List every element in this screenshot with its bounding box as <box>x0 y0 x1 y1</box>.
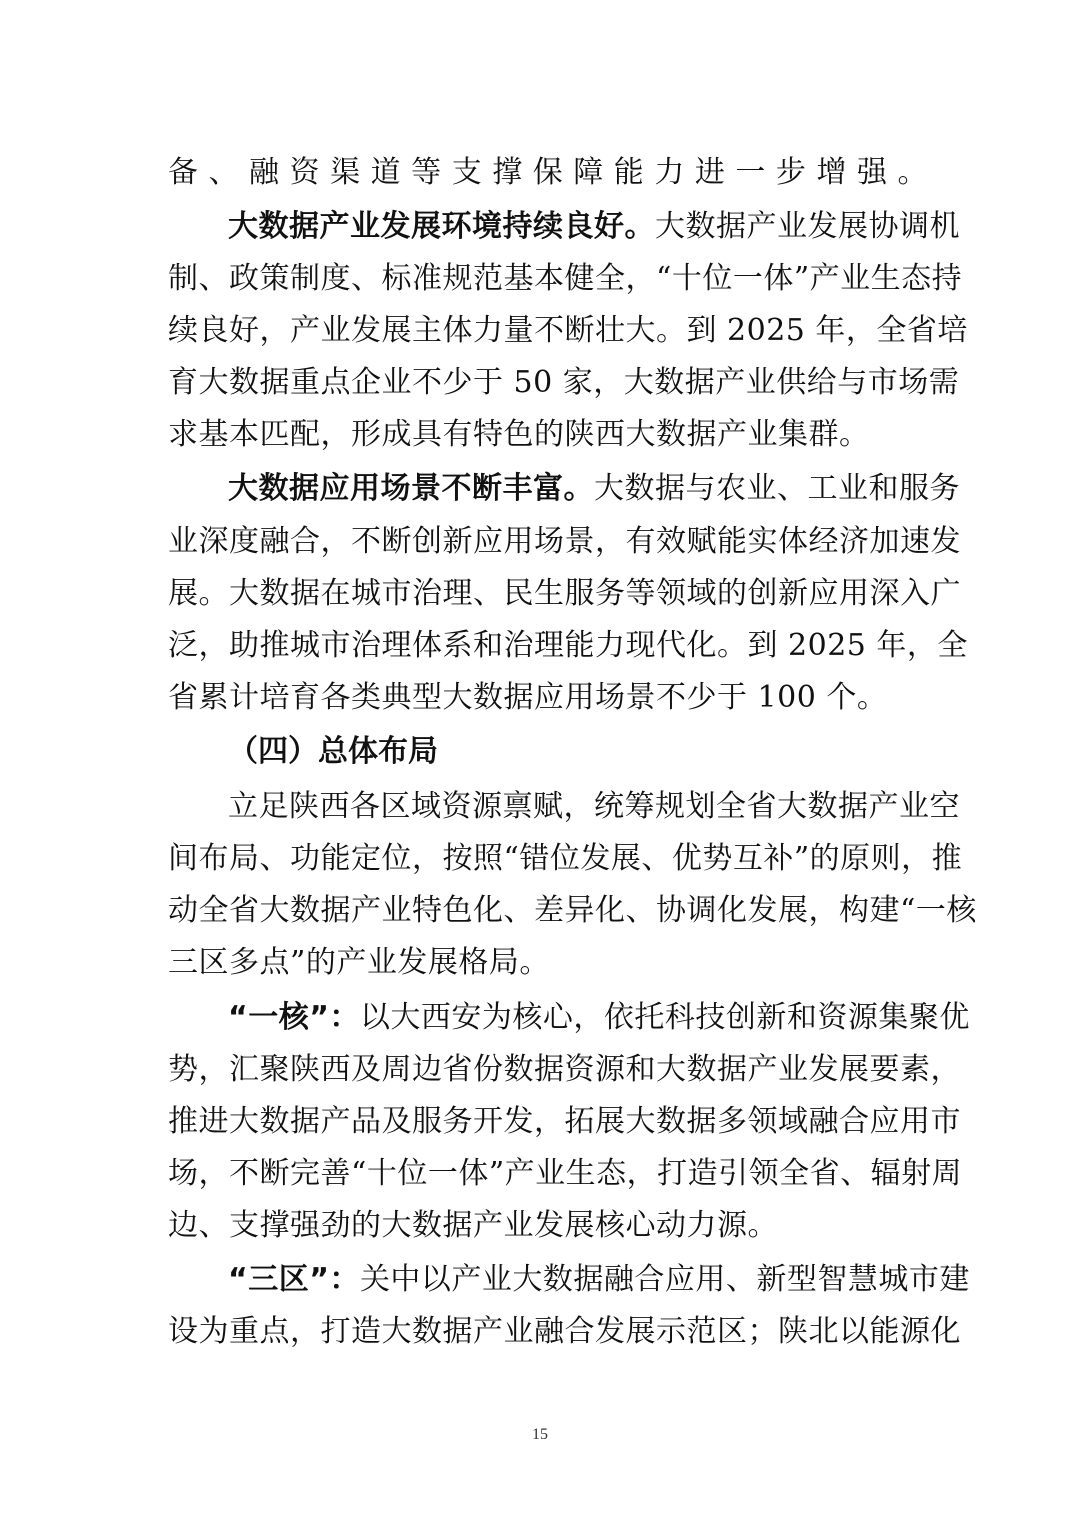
paragraph-line: 备、融资渠道等支撑保障能力进一步增强。 <box>168 155 928 190</box>
paragraph-line: 制、政策制度、标准规范基本健全，“十位一体”产业生态持 <box>168 261 963 296</box>
paragraph-line: 边、支撑强劲的大数据产业发展核心动力源。 <box>168 1208 778 1243</box>
bold-lead: 大数据应用场景不断丰富。 <box>228 471 594 506</box>
paragraph-line: 大数据应用场景不断丰富。大数据与农业、工业和服务 <box>228 471 960 506</box>
paragraph-line: 大数据产业发展环境持续良好。大数据产业发展协调机 <box>228 209 960 244</box>
paragraph-line: 求基本匹配，形成具有特色的陕西大数据产业集群。 <box>168 417 870 452</box>
paragraph-line: 省累计培育各类典型大数据应用场景不少于 100 个。 <box>168 680 888 715</box>
paragraph-line: 续良好，产业发展主体力量不断壮大。到 2025 年，全省培 <box>168 313 968 348</box>
bold-lead: “一核”： <box>228 1000 360 1035</box>
paragraph-line: “三区”：关中以产业大数据融合应用、新型智慧城市建 <box>228 1262 970 1297</box>
paragraph-line: 三区多点”的产业发展格局。 <box>168 945 550 980</box>
section-heading: （四）总体布局 <box>228 734 438 769</box>
paragraph-line: 展。大数据在城市治理、民生服务等领域的创新应用深入广 <box>168 576 961 611</box>
paragraph-line: 设为重点，打造大数据产业融合发展示范区；陕北以能源化 <box>168 1314 961 1349</box>
paragraph-line: 动全省大数据产业特色化、差异化、协调化发展，构建“一核 <box>168 893 977 928</box>
bold-lead: 大数据产业发展环境持续良好。 <box>228 209 655 244</box>
paragraph-line: 间布局、功能定位，按照“错位发展、优势互补”的原则，推 <box>168 841 963 876</box>
page-number: 15 <box>532 1426 548 1443</box>
paragraph-line: 立足陕西各区域资源禀赋，统筹规划全省大数据产业空 <box>228 789 960 824</box>
paragraph-line: 推进大数据产品及服务开发，拓展大数据多领域融合应用市 <box>168 1104 961 1139</box>
paragraph-line: 泛，助推城市治理体系和治理能力现代化。到 2025 年，全 <box>168 628 968 663</box>
paragraph-line: “一核”：以大西安为核心，依托科技创新和资源集聚优 <box>228 1000 970 1035</box>
paragraph-line: 育大数据重点企业不少于 50 家，大数据产业供给与市场需 <box>168 365 960 400</box>
paragraph-line: 业深度融合，不断创新应用场景，有效赋能实体经济加速发 <box>168 524 961 559</box>
paragraph-line: 场，不断完善“十位一体”产业生态，打造引领全省、辐射周 <box>168 1156 963 1191</box>
bold-lead: “三区”： <box>228 1262 360 1297</box>
paragraph-line: 势，汇聚陕西及周边省份数据资源和大数据产业发展要素， <box>168 1052 961 1087</box>
